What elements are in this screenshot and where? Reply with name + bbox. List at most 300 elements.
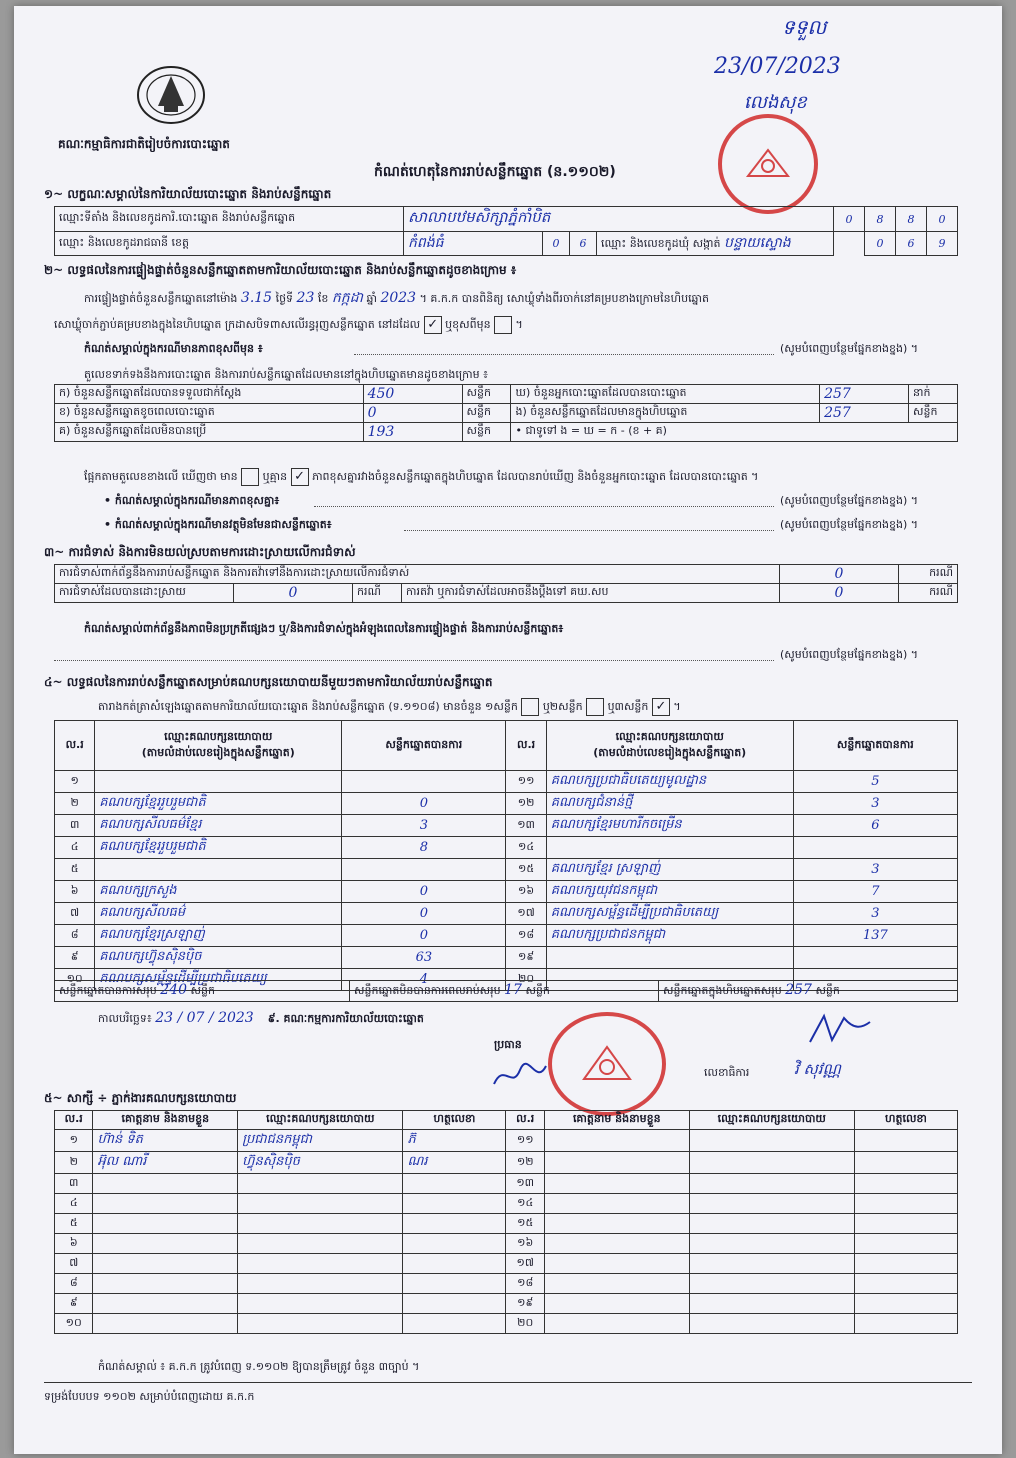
s1-row2-label: ឈ្មោះ និងលេខកូដរាជធានី ខេត្ត — [55, 232, 404, 256]
s1-code-4: 0 — [927, 207, 958, 232]
s4-no-cell: ១១ — [506, 771, 546, 793]
s4-unit-1: សន្លឹក — [190, 984, 215, 997]
s5-no-cell: ១៥ — [506, 1214, 544, 1234]
s5-col-sign-left: ហត្ថលេខា — [403, 1111, 506, 1130]
s4-col-party-left — [95, 721, 342, 771]
s4-party-cell: គណបក្សសម្ព័ន្ធដើម្បីប្រជាធិបតេយ្យ — [546, 903, 793, 925]
s2-compare-text: ផ្អែកតាមតួលេខខាងលើ ឃើញថា មាន — [84, 470, 238, 483]
s2-compare-rest: ភាពខុសគ្នារវាងចំនួនសន្លឹកឆ្នោតក្នុងហិបឆ្នោត ដែលបានរាប់ឃើញ និងចំនួនអ្នកបោះឆ្នោត ដែលបានបោះឆ្នោត ។ — [312, 470, 759, 483]
s4-votes-cell — [793, 837, 957, 859]
s4-no-cell: ៦ — [55, 881, 95, 903]
s5-no-cell: ៧ — [55, 1254, 93, 1274]
s4-no-cell: ៩ — [55, 947, 95, 969]
s2-fill-hint: (សូមបំពេញបន្ថែមផ្នែកខាងខ្នង) ។ — [780, 342, 919, 355]
s5-name-cell — [93, 1294, 238, 1314]
s2-fill-hint-2: (សូមបំពេញបន្ថែមផ្នែកខាងខ្នង) ។ — [780, 494, 919, 507]
s2-right-unit-0: នាក់ — [908, 385, 957, 404]
table-row — [55, 771, 958, 793]
s4-party-cell: គណបក្សហ៊្វុនស៊ិនប៉ិច — [95, 947, 342, 969]
s5-sign-cell — [403, 1274, 506, 1294]
s4-votes-cell — [342, 859, 506, 881]
s2-left-unit-2: សន្លឹក — [462, 423, 511, 442]
s1-prov-code-2: 6 — [570, 232, 597, 256]
s4-col-votes-right: សន្លឹកឆ្នោតបានការ — [793, 721, 957, 771]
s4-unit-3: សន្លឹក — [815, 984, 840, 997]
s1-row1-value: សាលាបឋមសិក្សាភ្នំកាំបិត — [404, 207, 834, 232]
s3-note-line — [54, 660, 774, 661]
s3-note: កំណត់សម្គាល់ពាក់ព័ន្ធនឹងភាពមិនប្រក្រតីផ្សេងៗ ឬ/និងការជំទាស់ក្នុងអំឡុងពេលនៃការផ្ទៀងផ្ទាត់ និងការរាប់សន្លឹកឆ្នោត៖ — [84, 622, 564, 635]
s4-no-cell: ១៣ — [506, 815, 546, 837]
s5-party-cell — [689, 1274, 854, 1294]
section3-heading: ៣~ ការជំទាស់ និងការមិនយល់ស្របតាមការដោះស្រាយលើការជំទាស់ — [44, 545, 356, 559]
s1-row1-label: ឈ្មោះទីតាំង និងលេខកូដការិ.បោះឆ្នោត និងរាប់សន្លឹកឆ្នោត — [55, 207, 404, 232]
s5-sign-cell — [403, 1234, 506, 1254]
s4-col-votes-left: សន្លឹកឆ្នោតបានការ — [342, 721, 506, 771]
table-row — [55, 881, 958, 903]
s5-witness-table — [54, 1110, 958, 1334]
s2-left-label-0: ក) ចំនួនសន្លឹកឆ្នោតដែលបានទទួលជាក់ស្តែង — [55, 385, 364, 404]
table-row — [55, 1130, 958, 1152]
s2-right-value-1: 257 — [820, 404, 909, 423]
s4-intro-text: តារាងកត់ត្រាសំឡេងឆ្នោតតាមការិយាល័យបោះឆ្នោត និងរាប់សន្លឹកឆ្នោត (ទ.១១០៨) មានចំនួន ១សន្លឹក — [98, 700, 518, 713]
official-stamp-top — [718, 114, 818, 214]
s5-name-cell — [93, 1194, 238, 1214]
s4-votes-cell — [793, 947, 957, 969]
s5-sign-cell — [854, 1254, 957, 1274]
s4-votes-cell: 3 — [793, 793, 957, 815]
s2-para-b: ថ្ងៃទី — [275, 292, 294, 305]
s5-name-cell — [93, 1174, 238, 1194]
s4-total-invalid — [350, 981, 659, 1002]
s4-col-no-right: ល.រ — [506, 721, 546, 771]
table-row — [55, 1214, 958, 1234]
s4-votes-cell: 3 — [342, 815, 506, 837]
s5-name-cell — [544, 1274, 689, 1294]
s5-no-cell: ៨ — [55, 1274, 93, 1294]
s4-no-cell: ១៥ — [506, 859, 546, 881]
table-row — [55, 903, 958, 925]
s5-sign-cell — [403, 1254, 506, 1274]
s1-commune — [597, 232, 834, 256]
s4-votes-cell: 0 — [342, 881, 506, 903]
s4-secretary-label: លេខាធិការ — [704, 1066, 750, 1079]
s5-sign-cell — [403, 1214, 506, 1234]
s5-name-cell — [93, 1314, 238, 1334]
s5-name-cell — [544, 1254, 689, 1274]
emblem-icon — [134, 62, 208, 128]
s3-row1-unit: ករណី — [899, 565, 958, 584]
s3-row2a-value: 0 — [234, 584, 353, 603]
s5-sign-cell — [854, 1174, 957, 1194]
received-date: 23/07/2023 — [714, 54, 841, 79]
s2-fill-hint-3: (សូមបំពេញបន្ថែមផ្នែកខាងខ្នង) ។ — [780, 518, 919, 531]
s5-col-name-left: គោត្តនាម និងនាមខ្លួន — [93, 1111, 238, 1130]
s1-com-code-3: 9 — [927, 232, 958, 256]
s5-sign-cell — [403, 1194, 506, 1214]
s4-unit-2: សន្លឹក — [525, 984, 550, 997]
s4-opt2: ឬ២សន្លឹក — [542, 700, 583, 713]
s5-sign-cell — [403, 1174, 506, 1194]
s4-party-cell: គណបក្សខ្មែររួបរួមជាតិ — [95, 793, 342, 815]
s4-col-party-left-sub: (តាមលំដាប់លេខរៀងក្នុងសន្លឹកឆ្នោត) — [141, 745, 295, 759]
s1-code-2: 8 — [865, 207, 896, 232]
s4-chair-label: ប្រធាន — [494, 1038, 522, 1051]
chair-signature — [490, 1056, 550, 1096]
s5-no-cell: ១៧ — [506, 1254, 544, 1274]
s5-sign-cell — [854, 1234, 957, 1254]
s3-row2b-unit: ករណី — [899, 584, 958, 603]
s4-secretary-name: វិ សុវណ្ណ — [794, 1060, 841, 1078]
s5-col-sign-right: ហត្ថលេខា — [854, 1111, 957, 1130]
s5-name-cell — [93, 1214, 238, 1234]
s4-party-cell: គណបក្សខ្មែរ ស្រឡាញ់ — [546, 859, 793, 881]
s2-count-table — [54, 384, 958, 442]
s5-no-cell: ១៨ — [506, 1274, 544, 1294]
s3-row2b-label: ការតវ៉ា ឬការជំទាស់ដែលអាចនឹងប្តឹងទៅ គឃ.សប — [402, 584, 780, 603]
s4-no-cell: ២ — [55, 793, 95, 815]
s2-has-diff-checkbox[interactable] — [241, 468, 259, 486]
s5-name-cell: ហ៊ាន់ ទិត — [93, 1130, 238, 1152]
s5-col-no-right: ល.រ — [506, 1111, 544, 1130]
s2-compare — [84, 468, 984, 486]
s4-no-cell: ៤ — [55, 837, 95, 859]
s2-left-value-2: 193 — [363, 423, 462, 442]
s2-para-d: ឆ្នាំ — [366, 292, 377, 305]
s2-left-label-2: គ) ចំនួនសន្លឹកឆ្នោតដែលមិនបានប្រើ — [55, 423, 364, 442]
s5-sign-cell — [403, 1314, 506, 1334]
s5-sign-cell — [854, 1294, 957, 1314]
s5-no-cell: ២ — [55, 1152, 93, 1174]
s2-para2: សោឃ្លុំចាក់ភ្ជាប់គម្របខាងក្នុងនៃហិបឆ្នោត ក្រដាសបិទពាសលើរន្ធរុញសន្លឹកឆ្នោត នៅដដែល — [54, 318, 421, 331]
s1-code-1: 0 — [834, 207, 865, 232]
s5-no-cell: ៣ — [55, 1174, 93, 1194]
table-row — [55, 1234, 958, 1254]
s4-votes-cell: 3 — [793, 859, 957, 881]
s5-name-cell — [544, 1130, 689, 1152]
s4-no-cell: ១០ — [55, 969, 95, 991]
s5-party-cell — [238, 1294, 403, 1314]
s4-party-cell: គណបក្សក្រសួង — [95, 881, 342, 903]
s5-sign-cell — [854, 1274, 957, 1294]
s3-row1-value: 0 — [780, 565, 899, 584]
s5-name-cell — [544, 1194, 689, 1214]
document-sheet — [14, 6, 1002, 1454]
s4-no-cell: ៧ — [55, 903, 95, 925]
s5-no-cell: ១៣ — [506, 1174, 544, 1194]
s4-votes-cell: 6 — [793, 815, 957, 837]
s2-compare-opt1: ឬគ្មាន — [262, 470, 288, 483]
s4-votes-cell: 7 — [793, 881, 957, 903]
table-row — [55, 793, 958, 815]
s4-party-cell: គណបក្សខ្មែររួបរួមជាតិ — [95, 837, 342, 859]
s5-no-cell: ១៦ — [506, 1234, 544, 1254]
s4-no-cell: ២០ — [506, 969, 546, 991]
s1-code-3: 8 — [896, 207, 927, 232]
s4-col-party-right-title: ឈ្មោះគណបក្សនយោបាយ — [615, 729, 724, 743]
s5-sign-cell — [854, 1194, 957, 1214]
s2-bullet2-line — [404, 530, 774, 531]
section2-heading: ២~ លទ្ធផលនៃការផ្ទៀងផ្ទាត់ចំនួនសន្លឹកឆ្នោតតាមការិយាល័យបោះឆ្នោត និងរាប់សន្លឹកឆ្នោតដូចខាងក្រោម ៖ — [44, 263, 517, 277]
table-row — [55, 1254, 958, 1274]
s2-year: 2023 — [380, 290, 417, 306]
s5-party-cell: ហ៊្វុនស៊ិនប៉ិច — [238, 1152, 403, 1174]
table-row — [55, 1294, 958, 1314]
s2-right-label-0: ឃ) ចំនួនអ្នកបោះឆ្នោតដែលបានបោះឆ្នោត — [511, 385, 820, 404]
s5-no-cell: ១ — [55, 1130, 93, 1152]
s3-row1-label: ការជំទាស់ពាក់ព័ន្ធនឹងការរាប់សន្លឹកឆ្នោត និងការតវ៉ាទៅនឹងការដោះស្រាយលើការជំទាស់ — [55, 565, 780, 584]
s5-party-cell — [689, 1130, 854, 1152]
org-name: គណៈកម្មាធិការជាតិរៀបចំការបោះឆ្នោត — [58, 137, 230, 151]
s2-left-unit-1: សន្លឹក — [462, 404, 511, 423]
s4-committee-label: ៩. គណៈកម្មការការិយាល័យបោះឆ្នោត — [267, 1012, 424, 1025]
s4-col-party-left-title: ឈ្មោះគណបក្សនយោបាយ — [164, 729, 273, 743]
s4-party-cell: គណបក្សសីលធម៌ — [95, 903, 342, 925]
s2-left-value-1: 0 — [363, 404, 462, 423]
s2-note-line — [354, 354, 774, 355]
s4-party-cell — [95, 859, 342, 881]
table-row — [55, 859, 958, 881]
s5-name-cell — [544, 1294, 689, 1314]
official-stamp-middle — [548, 1012, 666, 1116]
s5-party-cell — [689, 1174, 854, 1194]
table-row — [55, 1194, 958, 1214]
s2-note-label: កំណត់សម្គាល់ក្នុងករណីមានភាពខុសពីមុន ៖ — [84, 342, 263, 355]
received-label: ទទួល — [782, 15, 827, 39]
section4-heading: ៤~ លទ្ធផលនៃការរាប់សន្លឹកឆ្នោតសម្រាប់គណបក្សនយោបាយនីមួយៗតាមការិយាល័យរាប់សន្លឹកឆ្នោត — [44, 675, 493, 689]
s4-votes-cell: 0 — [342, 903, 506, 925]
s2-paragraph2: សោឃ្លុំចាក់ភ្ជាប់គម្របខាងក្នុងនៃហិបឆ្នោត ក្រដាសបិទពាសលើរន្ធរុញសន្លឹកឆ្នោត នៅដដែល ✓ ឬខុសពីមុន ។ — [54, 317, 523, 332]
s4-votes-cell: 5 — [793, 771, 957, 793]
s4-no-cell: ៨ — [55, 925, 95, 947]
s4-party-cell: គណបក្សប្រជាជនកម្ពុជា — [546, 925, 793, 947]
s5-party-cell — [238, 1254, 403, 1274]
s5-party-cell — [238, 1274, 403, 1294]
s5-sign-cell — [854, 1314, 957, 1334]
section5-heading: ៥~ សាក្សី ÷ ភ្នាក់ងារគណបក្សនយោបាយ — [44, 1091, 237, 1105]
s2-left-unit-0: សន្លឹក — [462, 385, 511, 404]
s2-no-diff-checkbox[interactable]: ✓ — [291, 468, 309, 486]
s4-party-cell: គណបក្សខ្មែរមហារីកចម្រើន — [546, 815, 793, 837]
s4-total-valid — [55, 981, 350, 1002]
s4-party-cell: គណបក្សខ្មែរស្រឡាញ់ — [95, 925, 342, 947]
s4-total-box-label: សន្លឹកឆ្នោតក្នុងហិបឆ្នោតសរុប — [663, 984, 782, 997]
s4-votes-cell — [342, 771, 506, 793]
s5-name-cell — [93, 1234, 238, 1254]
s3-row2a-label: ការជំទាស់ដែលបានដោះស្រាយ — [55, 584, 234, 603]
s5-no-cell: ១២ — [506, 1152, 544, 1174]
s5-party-cell — [689, 1214, 854, 1234]
s4-votes-cell: 137 — [793, 925, 957, 947]
s5-name-cell — [544, 1214, 689, 1234]
s5-no-cell: ១៤ — [506, 1194, 544, 1214]
s2-bullet1-line — [314, 506, 774, 507]
s5-sign-cell — [403, 1294, 506, 1314]
s3-row2b-value: 0 — [780, 584, 899, 603]
s5-footnote: កំណត់សម្គាល់ ៖ គ.ក.ក ត្រូវបំពេញ ទ.១១០២ ឱ្យបានត្រឹមត្រូវ ចំនួន ៣ច្បាប់ ។ — [98, 1360, 420, 1373]
table-row — [55, 1314, 958, 1334]
s1-commune-label: ឈ្មោះ និងលេខកូដឃុំ សង្កាត់ — [601, 237, 721, 250]
secretary-signature-icon — [804, 1010, 874, 1050]
emblem-logo — [134, 62, 208, 128]
s4-total-box — [659, 981, 958, 1002]
s5-no-cell: ៤ — [55, 1194, 93, 1214]
s2-table-intro: តួលេខទាក់ទងនឹងការបោះឆ្នោត និងការរាប់សន្លឹកឆ្នោតដែលមាននៅក្នុងហិបឆ្នោតមានដូចខាងក្រោម ៖ — [84, 368, 488, 381]
footer-divider — [44, 1382, 972, 1383]
s2-month: កក្កដា — [331, 290, 363, 306]
s1-province-value: កំពង់ធំ — [404, 232, 543, 256]
s5-name-cell — [544, 1174, 689, 1194]
s4-votes-cell: 3 — [793, 903, 957, 925]
table-row — [55, 1152, 958, 1174]
table-row — [55, 947, 958, 969]
s5-name-cell — [544, 1152, 689, 1174]
s5-no-cell: ៦ — [55, 1234, 93, 1254]
chair-signature-icon — [490, 1056, 550, 1096]
s2-different-checkbox[interactable] — [494, 316, 512, 334]
s4-total-valid-label: សន្លឹកឆ្នោតបានការសរុប — [59, 984, 157, 997]
s4-party-cell: គណបក្សសម្ព័ន្ធដើម្បីប្រជាធិបតេយ្យ — [95, 969, 342, 991]
secretary-signature — [804, 1010, 874, 1050]
s4-party-cell: គណបក្សប្រជាធិបតេយ្យមូលដ្ឋាន — [546, 771, 793, 793]
s4-party-cell: គណបក្សជំនាន់ថ្មី — [546, 793, 793, 815]
s4-total-invalid-value: 17 — [504, 982, 522, 998]
s3-table — [54, 564, 958, 603]
s1-commune-value: បន្ទាយស្ទោង — [724, 235, 791, 251]
s4-no-cell: ៥ — [55, 859, 95, 881]
s4-date-label: កាលបរិច្ឆេទ៖ — [98, 1012, 152, 1025]
s4-col-party-right — [546, 721, 793, 771]
s4-votes-cell: 4 — [342, 969, 506, 991]
s5-party-cell — [689, 1152, 854, 1174]
s4-party-cell — [95, 771, 342, 793]
s4-no-cell: ១២ — [506, 793, 546, 815]
s2-left-label-1: ខ) ចំនួនសន្លឹកឆ្នោតខូចពេលបោះឆ្នោត — [55, 404, 364, 423]
s3-row2a-unit: ករណី — [353, 584, 402, 603]
s4-date-value: 23 / 07 / 2023 — [155, 1010, 254, 1026]
footer-text: ទម្រង់បែបបទ ១១០២ សម្រាប់បំពេញដោយ គ.ក.ក — [44, 1390, 255, 1403]
s5-sign-cell — [854, 1214, 957, 1234]
s4-total-box-value: 257 — [785, 982, 812, 998]
s2-right-unit-1: សន្លឹក — [908, 404, 957, 423]
s5-name-cell — [544, 1234, 689, 1254]
table-row — [55, 815, 958, 837]
s5-party-cell — [689, 1314, 854, 1334]
s5-party-cell — [689, 1294, 854, 1314]
s4-total-valid-value: 240 — [160, 982, 187, 998]
s3-fill-hint: (សូមបំពេញបន្ថែមផ្នែកខាងខ្នង) ។ — [780, 648, 919, 661]
s4-no-cell: ៣ — [55, 815, 95, 837]
s5-party-cell — [238, 1214, 403, 1234]
s5-no-cell: ១៩ — [506, 1294, 544, 1314]
s2-paragraph1 — [84, 288, 974, 309]
s4-three-sheet-checkbox[interactable]: ✓ — [652, 698, 670, 716]
s5-name-cell — [93, 1254, 238, 1274]
s2-time: 3.15 — [240, 290, 273, 306]
section1-table — [54, 206, 958, 256]
s4-votes-cell: 0 — [342, 793, 506, 815]
s5-no-cell: ១០ — [55, 1314, 93, 1334]
s5-col-party-right: ឈ្មោះគណបក្សនយោបាយ — [689, 1111, 854, 1130]
s4-no-cell: ១៨ — [506, 925, 546, 947]
s5-sign-cell: ភ៊ — [403, 1130, 506, 1152]
section1-heading: ១~ លក្ខណៈសម្គាល់នៃការិយាល័យបោះឆ្នោត និងរាប់សន្លឹកឆ្នោត — [44, 187, 332, 201]
s5-party-cell — [689, 1254, 854, 1274]
s2-para-e: ។ គ.ក.ក បានពិនិត្យ សោឃ្លុំទាំងពីរចាក់នៅគម្របខាងក្រោមនៃហិបឆ្នោត — [419, 292, 710, 305]
s5-party-cell — [238, 1234, 403, 1254]
s5-no-cell: ១១ — [506, 1130, 544, 1152]
s5-sign-cell — [854, 1152, 957, 1174]
s4-party-cell — [546, 837, 793, 859]
s5-party-cell — [689, 1234, 854, 1254]
s2-same-checkbox[interactable]: ✓ — [424, 316, 442, 334]
s5-party-cell: ប្រជាជនកម្ពុជា — [238, 1130, 403, 1152]
s5-party-cell — [238, 1194, 403, 1214]
s4-no-cell: ១ — [55, 771, 95, 793]
s5-sign-cell — [854, 1130, 957, 1152]
s4-votes-cell: 63 — [342, 947, 506, 969]
table-row — [55, 925, 958, 947]
s4-party-cell — [546, 947, 793, 969]
s5-no-cell: ៥ — [55, 1214, 93, 1234]
s5-col-name-right: គោត្តនាម និងនាមខ្លួន — [544, 1111, 689, 1130]
s2-right-value-0: 257 — [820, 385, 909, 404]
s5-no-cell: ២០ — [506, 1314, 544, 1334]
s5-name-cell: អ៊ុល ណារី — [93, 1152, 238, 1174]
s4-totals-table — [54, 980, 958, 1002]
s4-total-invalid-label: សន្លឹកឆ្នោតមិនបានការពេលរាប់សរុប — [354, 984, 501, 997]
s2-para-c: ខែ — [317, 292, 329, 305]
s4-votes-cell: 0 — [342, 925, 506, 947]
s4-two-sheet-checkbox[interactable] — [586, 698, 604, 716]
s1-com-code-1: 0 — [865, 232, 896, 256]
s5-name-cell — [544, 1314, 689, 1334]
s2-left-value-0: 450 — [363, 385, 462, 404]
stamp-emblem-icon — [738, 144, 798, 184]
s5-col-party-left: ឈ្មោះគណបក្សនយោបាយ — [238, 1111, 403, 1130]
s4-one-sheet-checkbox[interactable] — [521, 698, 539, 716]
s4-col-no-left: ល.រ — [55, 721, 95, 771]
s4-no-cell: ១៧ — [506, 903, 546, 925]
stamp-middle-emblem-icon — [572, 1039, 642, 1089]
s1-com-code-2: 6 — [896, 232, 927, 256]
s4-votes-cell: 8 — [342, 837, 506, 859]
s2-right-label-1: ង) ចំនួនសន្លឹកឆ្នោតដែលមានក្នុងហិបឆ្នោត — [511, 404, 820, 423]
s2-bullet1: • កំណត់សម្គាល់ក្នុងករណីមានភាពខុសគ្នា៖ — [104, 494, 280, 507]
table-row — [55, 837, 958, 859]
s4-col-party-right-sub: (តាមលំដាប់លេខរៀងក្នុងសន្លឹកឆ្នោត) — [593, 745, 747, 759]
s4-opt3: ឬ៣សន្លឹក — [607, 700, 649, 713]
s2-day: 23 — [296, 290, 315, 306]
s2-para2-opt2: ឬខុសពីមុន — [445, 318, 491, 331]
s4-no-cell: ១៤ — [506, 837, 546, 859]
s5-name-cell — [93, 1274, 238, 1294]
s4-date-row — [98, 1010, 424, 1028]
s2-bullet2: • កំណត់សម្គាល់ក្នុងករណីមានវត្ថុមិនមែនជាសន្លឹកឆ្នោត៖ — [104, 518, 332, 531]
received-signature: លេងសុខ — [744, 92, 807, 113]
s4-results-table — [54, 720, 958, 991]
s2-para-a: ការផ្ទៀងផ្ទាត់ចំនួនសន្លឹកឆ្នោតនៅម៉ោង — [84, 292, 238, 305]
table-row — [55, 1174, 958, 1194]
s4-no-cell: ១៦ — [506, 881, 546, 903]
s5-no-cell: ៩ — [55, 1294, 93, 1314]
s5-sign-cell: ណរ — [403, 1152, 506, 1174]
s5-col-no-left: ល.រ — [55, 1111, 93, 1130]
table-row — [55, 1274, 958, 1294]
s4-party-cell: គណបក្សយុវជនកម្ពុជា — [546, 881, 793, 903]
s4-intro: តារាងកត់ត្រាសំឡេងឆ្នោតតាមការិយាល័យបោះឆ្នោត និងរាប់សន្លឹកឆ្នោត (ទ.១១០៨) មានចំនួន ១សន្លឹក ឬ២សន្លឹក ឬ៣សន្លឹក ✓ ។ — [98, 699, 681, 714]
s4-party-cell: គណបក្សសីលធម៌ខ្មែរ — [95, 815, 342, 837]
s4-no-cell: ១៩ — [506, 947, 546, 969]
